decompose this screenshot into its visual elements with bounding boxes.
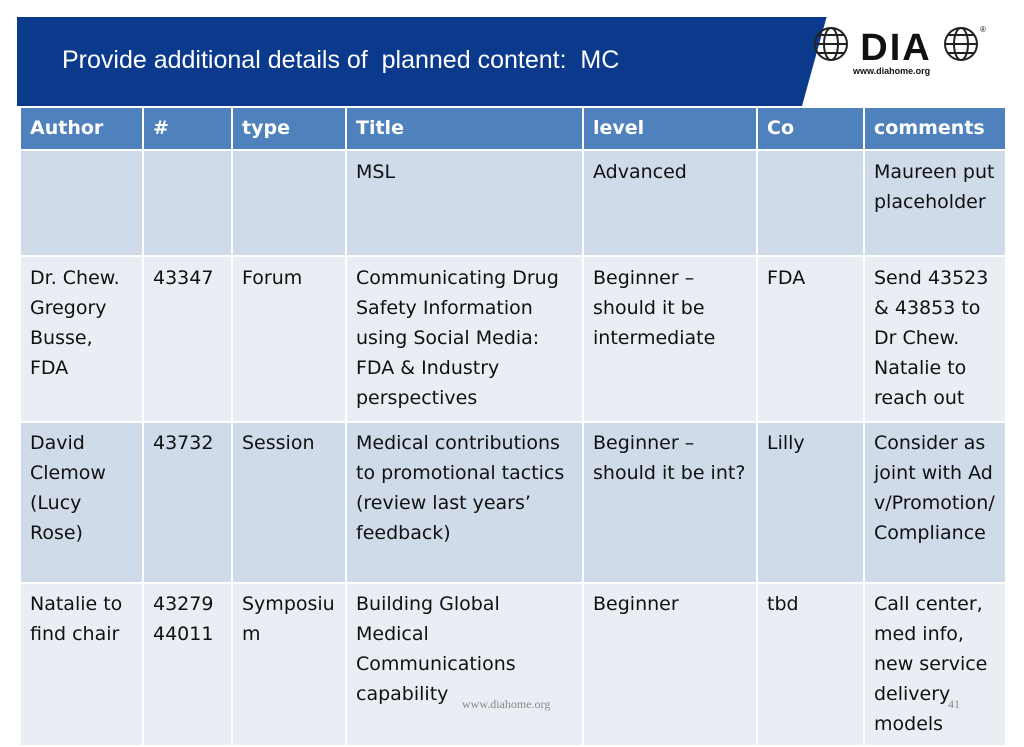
cell-comments: Consider as joint with Adv/Promotion/Compliance bbox=[864, 422, 1006, 583]
footer-url: www.diahome.org bbox=[462, 697, 551, 711]
column-header-comments: comments bbox=[864, 107, 1006, 150]
cell-comments: Send 43523 & 43853 to Dr Chew. Natalie to reach out bbox=[864, 256, 1006, 422]
column-header-co: Co bbox=[757, 107, 864, 150]
cell-level: Beginner – should it be intermediate bbox=[583, 256, 757, 422]
cell-title: MSL bbox=[346, 150, 583, 256]
column-header-title: Title bbox=[346, 107, 583, 150]
cell-title: Building Global Medical Communications capability bbox=[346, 583, 583, 746]
cell-comments: Call center, med info, new service delivery models bbox=[864, 583, 1006, 746]
page-number: 41 bbox=[948, 697, 960, 711]
cell-author: Natalie to find chair bbox=[20, 583, 143, 746]
column-header-level: level bbox=[583, 107, 757, 150]
cell-author: David Clemow (Lucy Rose) bbox=[20, 422, 143, 583]
cell-number: 43732 bbox=[143, 422, 232, 583]
column-header-number: # bbox=[143, 107, 232, 150]
content-table bbox=[19, 106, 1007, 747]
column-header-type: type bbox=[232, 107, 346, 150]
cell-type bbox=[232, 150, 346, 256]
table-row bbox=[20, 583, 1006, 746]
cell-title: Communicating Drug Safety Information using Social Media: FDA & Industry perspectives bbox=[346, 256, 583, 422]
slide-title: Provide additional details of planned content: MC bbox=[62, 46, 620, 74]
cell-type: Session bbox=[232, 422, 346, 583]
logo-url: www.diahome.org bbox=[853, 66, 931, 76]
dia-logo bbox=[813, 22, 988, 84]
cell-level: Beginner bbox=[583, 583, 757, 746]
cell-type: Symposium bbox=[232, 583, 346, 746]
column-header-author: Author bbox=[20, 107, 143, 150]
table-header-row bbox=[20, 107, 1006, 150]
cell-type: Forum bbox=[232, 256, 346, 422]
cell-title: Medical contributions to promotional tactics (review last years’ feedback) bbox=[346, 422, 583, 583]
cell-co: tbd bbox=[757, 583, 864, 746]
table-row bbox=[20, 150, 1006, 256]
cell-co: Lilly bbox=[757, 422, 864, 583]
registered-mark: ® bbox=[980, 25, 986, 34]
cell-number: 43347 bbox=[143, 256, 232, 422]
cell-co: FDA bbox=[757, 256, 864, 422]
cell-level: Advanced bbox=[583, 150, 757, 256]
cell-comments: Maureen put placeholder bbox=[864, 150, 1006, 256]
cell-number: 43279 44011 bbox=[143, 583, 232, 746]
cell-level: Beginner – should it be int? bbox=[583, 422, 757, 583]
table-row bbox=[20, 256, 1006, 422]
cell-author: Dr. Chew. Gregory Busse, FDA bbox=[20, 256, 143, 422]
logo-wordmark: DIA bbox=[860, 27, 932, 69]
cell-number bbox=[143, 150, 232, 256]
cell-author bbox=[20, 150, 143, 256]
cell-co bbox=[757, 150, 864, 256]
table-row bbox=[20, 422, 1006, 583]
